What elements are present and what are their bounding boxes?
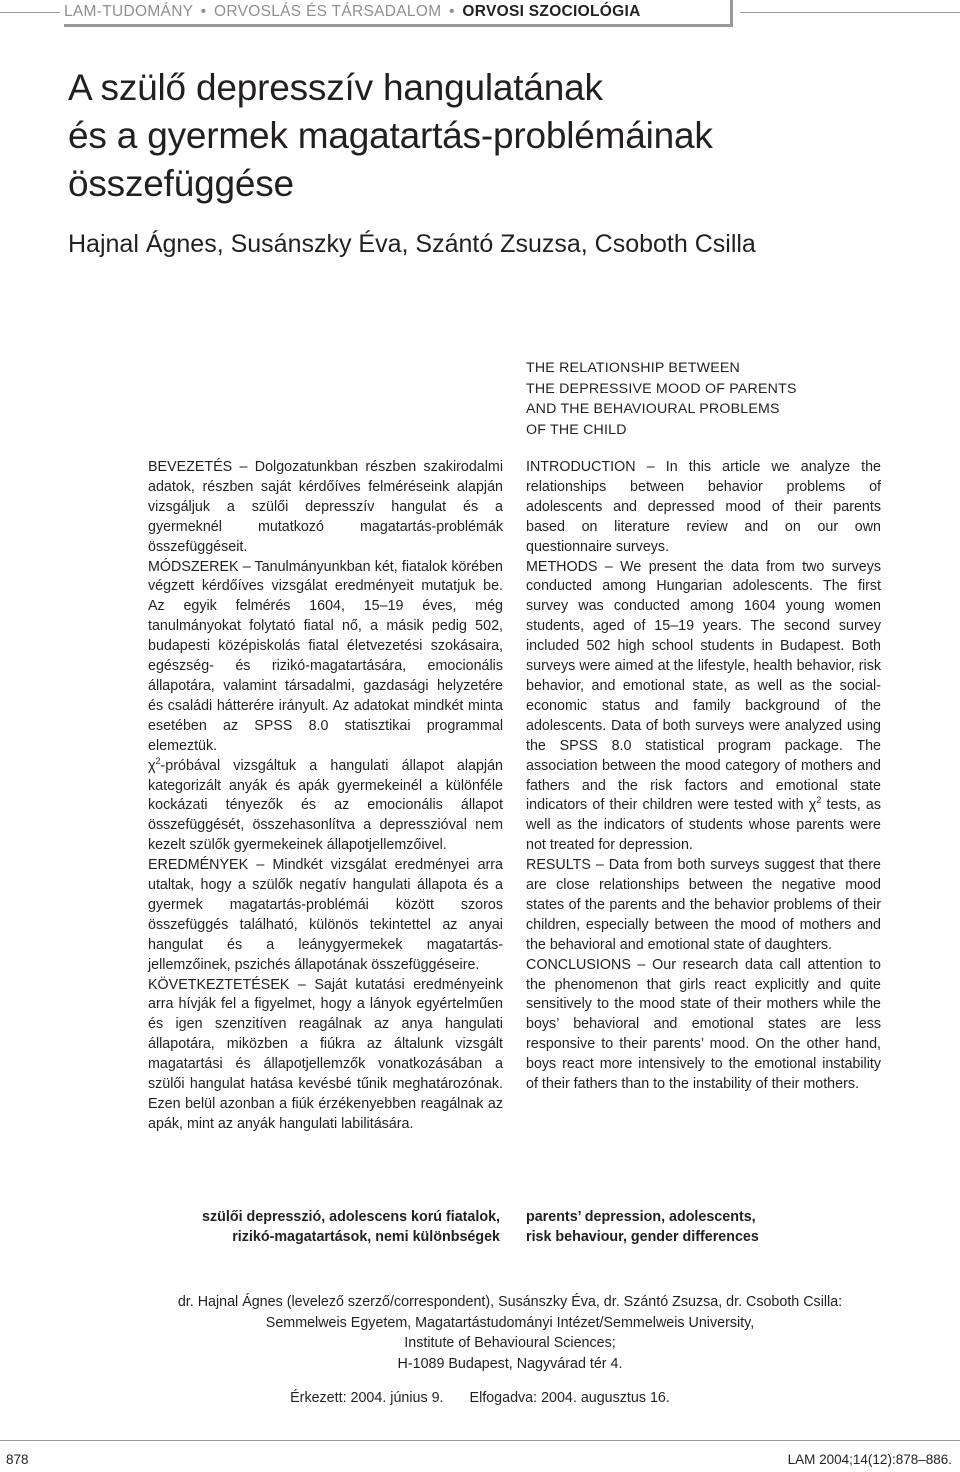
keywords-hungarian bbox=[130, 1208, 500, 1247]
english-title-line: OF THE CHILD bbox=[526, 421, 627, 438]
abstract-english bbox=[526, 458, 881, 1095]
chi-symbol: χ bbox=[148, 757, 156, 774]
keyword-line: szülői depresszió, adolescens korú fiatalok, bbox=[202, 1209, 500, 1225]
received-date: Érkezett: 2004. június 9. bbox=[290, 1390, 444, 1406]
keyword-line: parents’ depression, adolescents, bbox=[526, 1209, 756, 1225]
breadcrumb-section-1: LAM-TUDOMÁNY bbox=[64, 3, 194, 20]
title-line: összefüggése bbox=[68, 163, 294, 204]
english-title-line: AND THE BEHAVIOURAL PROBLEMS bbox=[526, 401, 780, 417]
english-title bbox=[526, 358, 886, 440]
affiliation-line: Institute of Behavioural Sciences; bbox=[404, 1335, 616, 1351]
abstract-paragraph bbox=[148, 757, 503, 857]
chi-symbol: χ bbox=[808, 797, 817, 814]
keyword-line: risk behaviour, gender differences bbox=[526, 1228, 759, 1245]
abstract-hungarian bbox=[148, 458, 503, 1135]
abstract-paragraph: INTRODUCTION – In this article we analyze the relationships between behavior problems of adolescents and depressed mood of their parents based on literature review and on our own questionnaire surveys. bbox=[526, 459, 881, 555]
abstract-paragraph: CONCLUSIONS – Our research data call attention to the phenomenon that girls react explicitly and quite sensitively to the mood state of their mothers while the boys’ behavioral and emotional states are less responsive to their parents’ mood. On the other hand, boys react more intensively to the emotional instability of their fathers than to the instability of their mothers. bbox=[526, 956, 881, 1093]
abstract-paragraph: RESULTS – Data from both surveys suggest that there are close relationships between the negative mood states of the parents and the behavior problems of their children, especially between the mood of mothers and the behavioral and emotional state of daughters. bbox=[526, 857, 881, 953]
english-title-line: THE DEPRESSIVE MOOD OF PARENTS bbox=[526, 380, 797, 397]
author-affiliation bbox=[90, 1292, 930, 1374]
header-rule-left bbox=[0, 12, 60, 13]
accepted-date: Elfogadva: 2004. augusztus 16. bbox=[469, 1390, 670, 1406]
submission-dates bbox=[0, 1388, 960, 1408]
abstract-text: METHODS – We present the data from two surveys conducted among Hungarian adolescents. The first survey was conducted among 1604 young women students, aged of 15–19 years. The second survey included 502 high school students in Budapest. Both surveys were aimed at the lifestyle, health behavior, risk behavior, and emotional state, as well as the social-economic status and family background of the adolescents. Data of both surveys were analyzed using the SPSS 8.0 statistical program package. The association between the mood category of mothers and fathers and the risk factors and emotional state indicators of their children were tested with bbox=[526, 558, 881, 814]
breadcrumb-current-section: ORVOSI SZOCIOLÓGIA bbox=[462, 3, 641, 20]
abstract-text: -próbával vizsgáltuk a hangulati állapot alapján kategorizált anyák és apák gyermekeinél a különféle kockázati tényezők és az emocionális állapot összefüggését, összehasonlítva a depresszióval nem kezelt szülők gyermekeinek állapotjellemzőivel. bbox=[148, 757, 503, 854]
section-breadcrumb bbox=[64, 0, 733, 27]
abstract-text: tests, as well as the indicators of students whose parents were not treated for depression. bbox=[526, 797, 881, 854]
english-title-line: THE RELATIONSHIP BETWEEN bbox=[526, 360, 740, 376]
header-rule-right bbox=[740, 12, 960, 13]
title-line: és a gyermek magatartás-problémáinak bbox=[68, 115, 713, 156]
affiliation-line: H-1089 Budapest, Nagyvárad tér 4. bbox=[397, 1355, 623, 1372]
abstract-paragraph: KÖVETKEZTETÉSEK – Saját kutatási eredményeink arra hívják fel a figyelmet, hogy a lányok egyértelműen és igen szenzitíven reagálnak az anya hangulati állapotára, miközben a fiúkra az általunk vizsgált magatartási és állapotjellemzők vonatkozásában a szülői hangulat hatása kevésbé tűnik meghatározónak. Ezen belül azonban a fiúk érzékenyebben reagálnak az apák, mint az anyák hangulati labilitására. bbox=[148, 976, 503, 1132]
abstract-paragraph: MÓDSZEREK – Tanulmányunkban két, fiatalok körében végzett kérdőíves vizsgálat eredményeit mutatjuk be. Az egyik felmérés 1604, 15–19 éves, még tanulmányokat folytató fiatal nő, a másik pedig 502, budapesti középiskolás fiatal életvezetési szokásaira, egészség- és rizikó-magatartására, emocionális állapotára, valamint társadalmi, gazdasági helyzetére és családi hátterére irányult. Az adatokat mindkét minta esetében az SPSS 8.0 statisztikai programmal elemeztük. bbox=[148, 558, 503, 754]
chi-exponent: 2 bbox=[155, 755, 161, 766]
keyword-line: rizikó-magatartások, nemi különbségek bbox=[232, 1228, 500, 1245]
article-title bbox=[68, 64, 928, 208]
title-line: A szülő depresszív hangulatának bbox=[68, 67, 603, 108]
affiliation-line: dr. Hajnal Ágnes (levelező szerző/correspondent), Susánszky Éva, dr. Szántó Zsuzsa, dr. Csoboth Csilla: bbox=[177, 1294, 843, 1310]
chi-exponent: 2 bbox=[816, 795, 822, 806]
journal-citation: LAM 2004;14(12):878–886. bbox=[787, 1452, 952, 1467]
abstract-paragraph: BEVEZETÉS – Dolgozatunkban részben szakirodalmi adatok, részben saját kérdőíves felméréseink alapján vizsgáljuk a szülői depresszív hangulat és a gyermeknél mutatkozó magatartás-problémák összefüggéseit. bbox=[148, 459, 503, 555]
page-number: 878 bbox=[6, 1452, 29, 1467]
affiliation-line: Semmelweis Egyetem, Magatartástudományi Intézet/Semmelweis University, bbox=[265, 1314, 755, 1331]
abstract-paragraph: EREDMÉNYEK – Mindkét vizsgálat eredményei arra utaltak, hogy a szülők negatív hangulati állapota és a gyermek magatartás-problémái között szoros összefüggés található, különös tekintettel az anyai hangulat és a leánygyermekek magatartás-jellemzőinek, pszichés állapotának összefüggéseire. bbox=[148, 857, 503, 973]
breadcrumb-section-2: ORVOSLÁS ÉS TÁRSADALOM bbox=[214, 3, 442, 20]
breadcrumb-separator: • bbox=[449, 3, 455, 20]
keywords-english bbox=[526, 1208, 886, 1247]
article-authors: Hajnal Ágnes, Susánszky Éva, Szántó Zsuzsa, Csoboth Csilla bbox=[68, 230, 756, 258]
breadcrumb-separator: • bbox=[200, 3, 207, 20]
footer-rule bbox=[0, 1440, 960, 1441]
abstract-paragraph bbox=[526, 558, 881, 857]
